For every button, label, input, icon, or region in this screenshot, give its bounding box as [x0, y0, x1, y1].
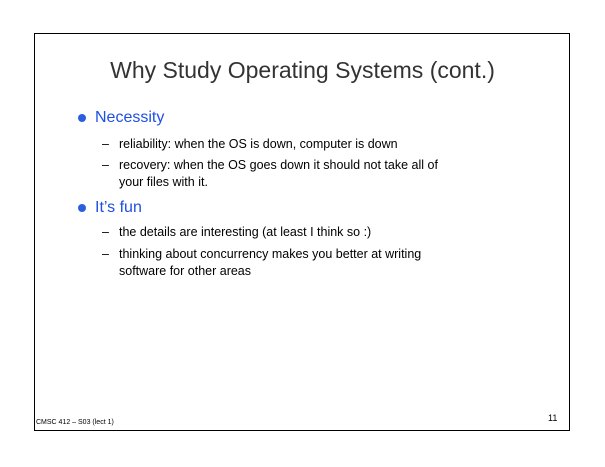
subitem-recovery-continued	[119, 174, 208, 191]
subitem-text: recovery: when the OS goes down it should not take all of	[119, 158, 438, 172]
bullet-fun	[78, 199, 142, 217]
footer-course: CMSC 412 – S03 (lect 1)	[36, 419, 114, 426]
dash-icon: –	[102, 137, 109, 151]
bullet-dot-icon	[78, 114, 86, 122]
slide-title: Why Study Operating Systems (cont.)	[110, 57, 495, 83]
page-number: 11	[548, 413, 558, 423]
subitem-reliability	[102, 136, 398, 153]
dash-icon: –	[102, 247, 109, 261]
subitem-text: software for other areas	[119, 264, 252, 278]
dash-icon: –	[102, 225, 109, 239]
bullet-label: Necessity	[95, 109, 165, 126]
subitem-concurrency	[102, 246, 421, 263]
bullet-necessity	[78, 109, 164, 127]
subitem-recovery	[102, 157, 438, 174]
subitem-text: the details are interesting (at least I think so :)	[119, 225, 372, 239]
bullet-label: It’s fun	[95, 199, 142, 216]
dash-icon: –	[102, 158, 109, 172]
subitem-text: reliability: when the OS is down, computer is down	[119, 137, 398, 151]
subitem-text: thinking about concurrency makes you better at writing	[119, 247, 422, 261]
subitem-text: your files with it.	[119, 175, 208, 189]
subitem-concurrency-continued	[119, 263, 251, 280]
bullet-dot-icon	[78, 204, 86, 212]
subitem-details	[102, 224, 371, 241]
